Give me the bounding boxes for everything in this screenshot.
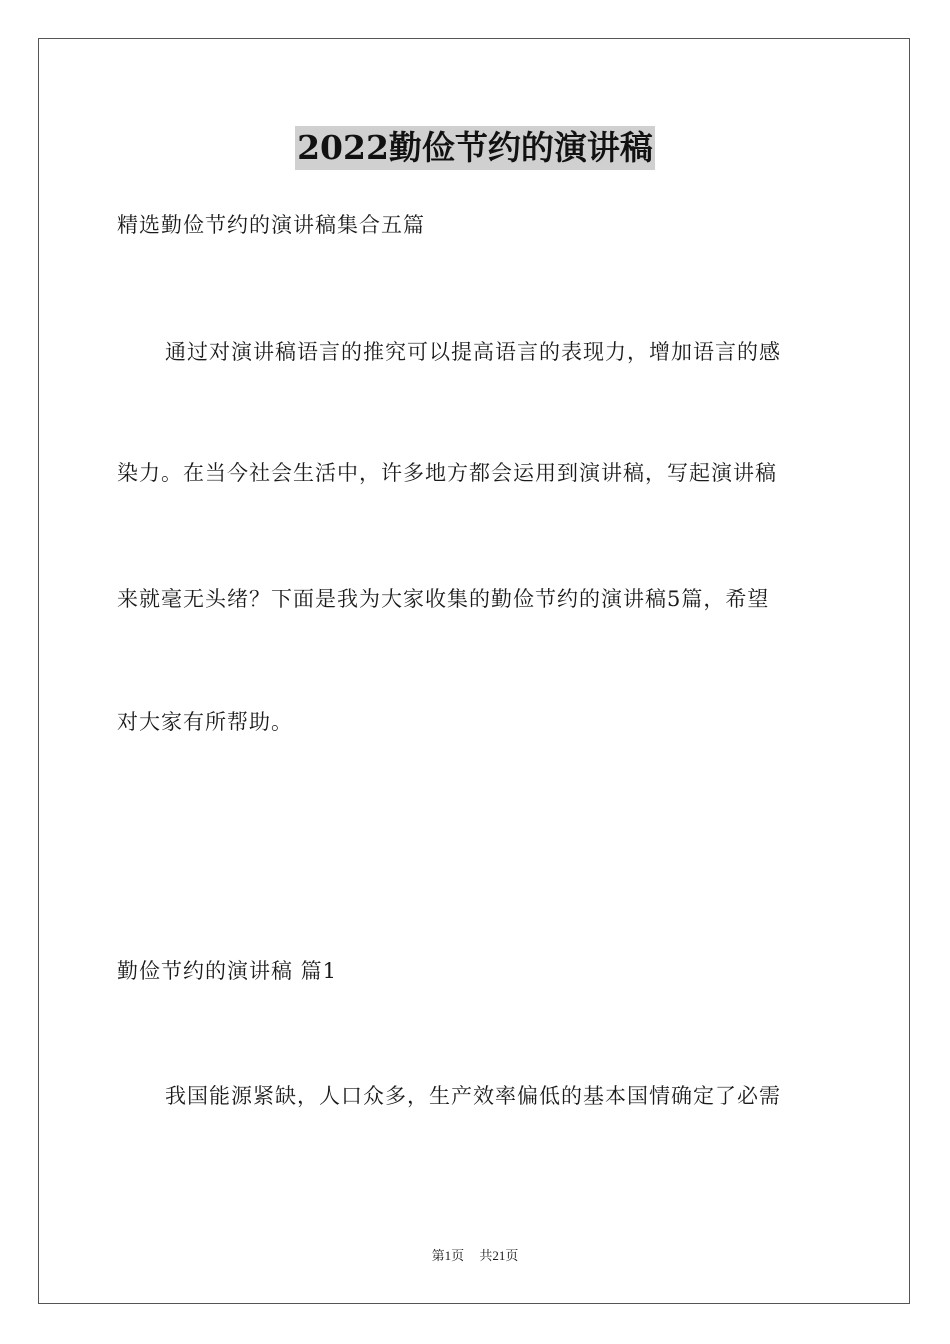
intro-line-4: 对大家有所帮助。 (117, 710, 293, 734)
intro-line-2: 染力。在当今社会生活中，许多地方都会运用到演讲稿，写起演讲稿 (117, 461, 777, 485)
document-subtitle: 精选勤俭节约的演讲稿集合五篇 (117, 213, 425, 237)
intro-line-1: 通过对演讲稿语言的推究可以提高语言的表现力，增加语言的感 (165, 340, 781, 364)
title-container (0, 126, 950, 170)
page-footer (0, 1247, 950, 1265)
page-number: 第1页 (431, 1248, 465, 1263)
page-total: 共21页 (479, 1248, 519, 1263)
intro-line-3: 来就毫无头绪？下面是我为大家收集的勤俭节约的演讲稿5篇，希望 (117, 587, 770, 611)
section-heading: 勤俭节约的演讲稿 篇1 (117, 959, 338, 983)
section-line-1: 我国能源紧缺，人口众多，生产效率偏低的基本国情确定了必需 (165, 1084, 781, 1108)
document-title: 2022勤俭节约的演讲稿 (295, 126, 655, 170)
